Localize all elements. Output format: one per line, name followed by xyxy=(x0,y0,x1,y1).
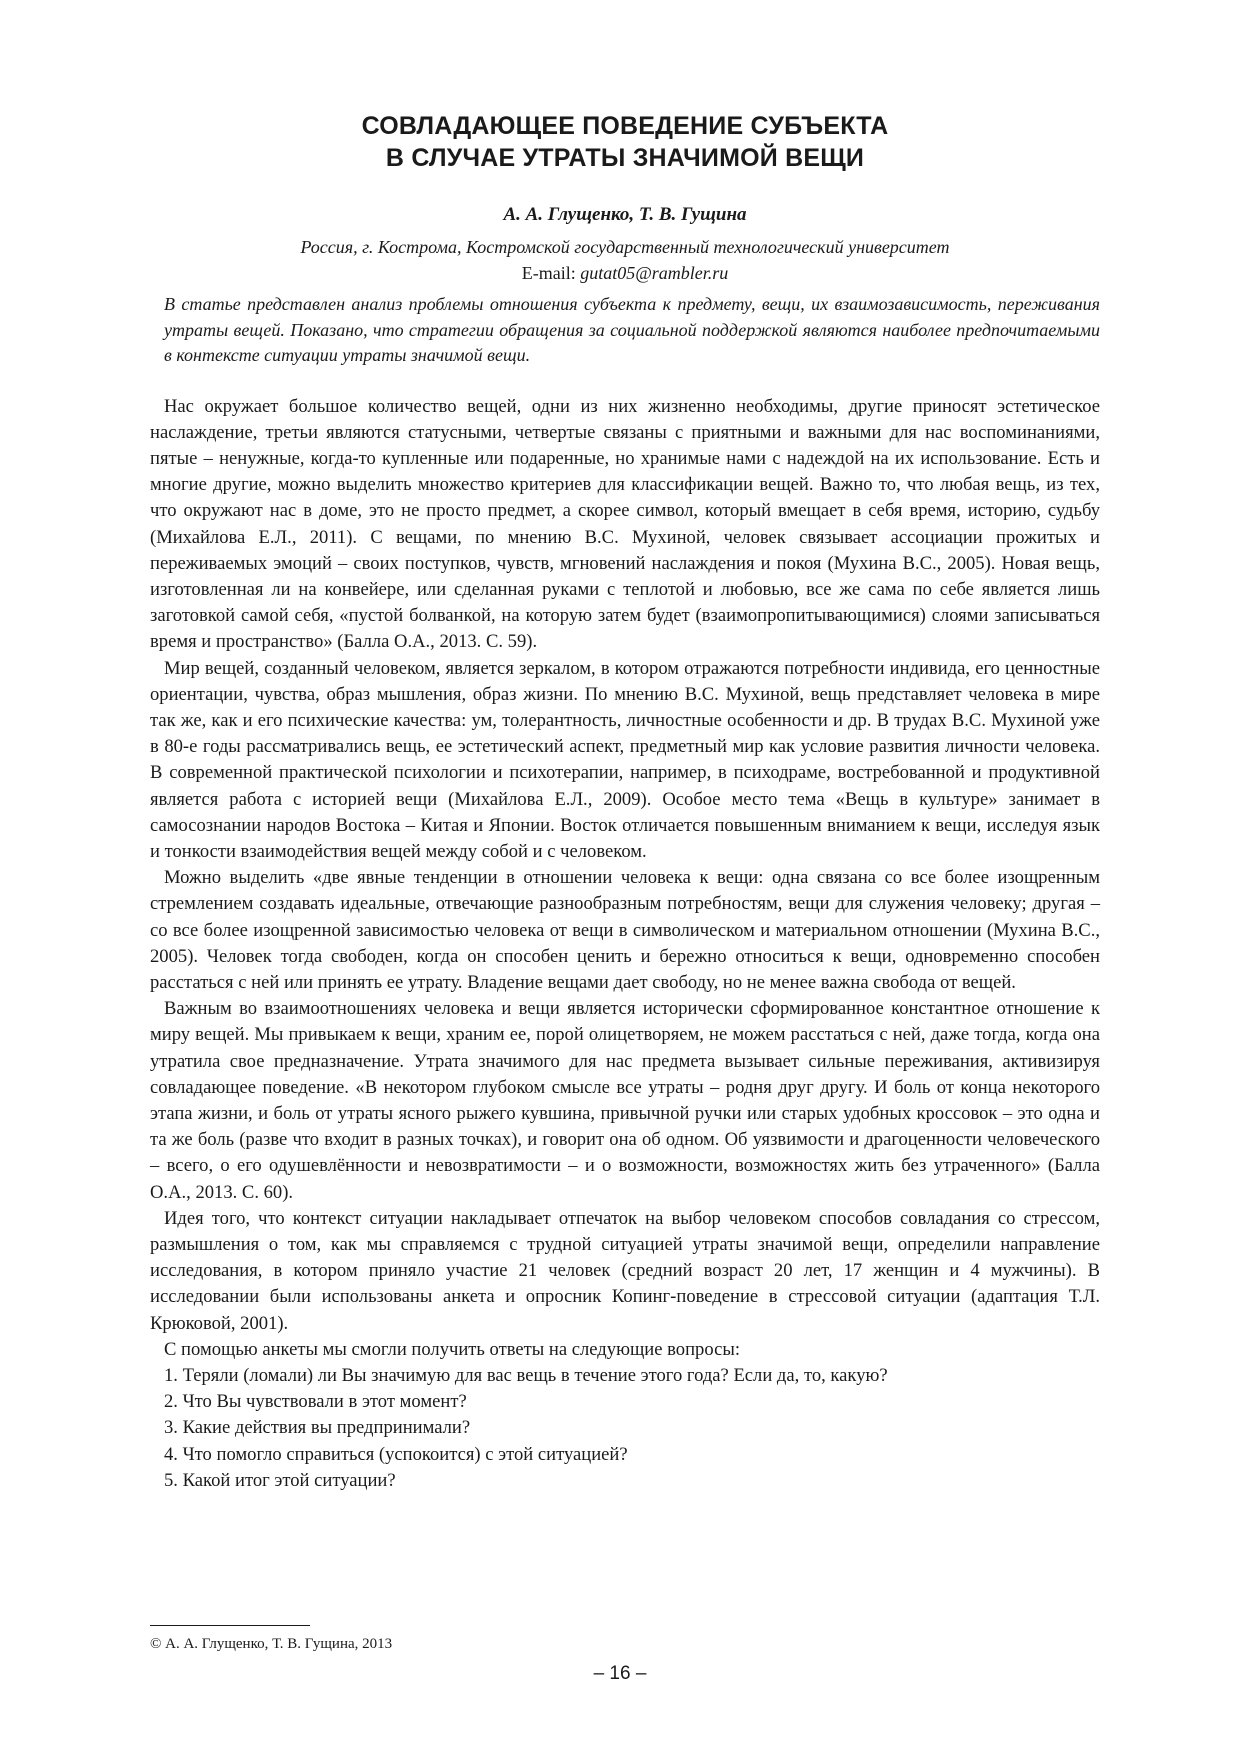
paragraph-1: Нас окружает большое количество вещей, одни из них жизненно необходимы, другие приносят эстетическое наслаждение, третьи являются статусными, четвертые связаны с приятными и важными для нас воспоминаниями, пятые – ненужные, когда-то купленные или подаренные, но хранимые нами с надеждой на их использование. Есть и многие другие, можно выделить множество критериев для классификации вещей. Важно то, что любая вещь, из тех, что окружают нас в доме, это не просто предмет, а скорее символ, который вмещает в себя время, историю, судьбу (Михайлова Е.Л., 2011). С вещами, по мнению В.С. Мухиной, человек связывает ассоциации прожитых и переживаемых эмоций – своих поступков, чувств, мгновений наслаждения и покоя (Мухина В.С., 2005). Новая вещь, изготовленная ли на конвейере, или сделанная руками с теплотой и любовью, все же сама по себе является лишь заготовкой самой себя, «пустой болванкой, на которую затем будет (взаимопропитывающимися) слоями записываться время и пространство» (Балла О.А., 2013. С. 59). xyxy=(150,395,1100,653)
footnote-divider xyxy=(150,1625,310,1626)
abstract-text: В статье представлен анализ проблемы отношения субъекта к предмету, вещи, их взаимозависимость, переживания утраты вещей. Показано, что стратегии обращения за социальной поддержкой являются наиболее предпочитаемыми в контексте ситуации утраты значимой вещи. xyxy=(164,294,1100,365)
title-line-2: В СЛУЧАЕ УТРАТЫ ЗНАЧИМОЙ ВЕЩИ xyxy=(385,144,865,172)
question-item: 2. Что Вы чувствовали в этот момент? xyxy=(164,1391,467,1413)
paragraph-5: Идея того, что контекст ситуации накладывает отпечаток на выбор человеком способов совладания со стрессом, размышления о том, как мы справляемся с трудной ситуацией утраты значимой вещи, определили направление исследования, в котором приняло участие 21 человек (средний возраст 20 лет, 17 женщин и 4 мужчины). В исследовании были использованы анкета и опросник Копинг-поведение в стрессовой ситуации (адаптация Т.Л. Крюковой, 2001). xyxy=(150,1207,1100,1334)
email-line xyxy=(150,260,1100,286)
affiliation: Россия, г. Кострома, Костромской государственный технологический университет xyxy=(300,237,950,257)
email-label: E-mail: xyxy=(521,263,581,283)
copyright-footnote: © А. А. Глущенко, Т. В. Гущина, 2013 xyxy=(150,1636,393,1652)
body-text xyxy=(150,394,1100,1495)
paragraph-3: Можно выделить «две явные тенденции в отношении человека к вещи: одна связана со все более изощренным стремлением создавать идеальные, отвечающие разнообразным потребностям, вещи для служения человеку; другая – со все более изощренной зависимостью человека от вещи в символическом и материальном отношении (Мухина В.С., 2005). Человек тогда свободен, когда он способен ценить и бережно относиться к вещи, одновременно способен расстаться с ней или принять ее утрату. Владение вещами дает свободу, но не менее важна свобода от вещей. xyxy=(150,867,1100,993)
title-line-1: СОВЛАДАЮЩЕЕ ПОВЕДЕНИЕ СУБЪЕКТА xyxy=(361,112,889,140)
question-item: 5. Какой итог этой ситуации? xyxy=(164,1469,396,1491)
paragraph-2: Мир вещей, созданный человеком, является зеркалом, в котором отражаются потребности индивида, его ценностные ориентации, чувства, образ мышления, образ жизни. По мнению В.С. Мухиной, вещь представляет человека в мире так же, как и его психические качества: ум, толерантность, личностные особенности и др. В трудах В.С. Мухиной уже в 80-е годы рассматривались вещь, ее эстетический аспект, предметный мир как условие развития личности человека. В современной практической психологии и психотерапии, например, в психодраме, востребованной и продуктивной является работа с историей вещи (Михайлова Е.Л., 2009). Особое место тема «Вещь в культуре» занимает в самосознании народов Востока – Китая и Японии. Восток отличается повышенным вниманием к вещи, исследуя язык и тонкости взаимодействия вещей между собой и с человеком. xyxy=(150,657,1100,862)
question-item: 3. Какие действия вы предпринимали? xyxy=(164,1417,471,1439)
email-address: gutat05@rambler.ru xyxy=(580,263,729,283)
questions-intro: С помощью анкеты мы смогли получить ответы на следующие вопросы: xyxy=(164,1338,740,1360)
page-number: – 16 – xyxy=(593,1663,647,1684)
article xyxy=(150,110,1100,1494)
question-item: 4. Что помогло справиться (успокоится) с этой ситуацией? xyxy=(164,1443,628,1465)
abstract xyxy=(150,292,1100,369)
question-item: 1. Теряли (ломали) ли Вы значимую для вас вещь в течение этого года? Если да, то, какую? xyxy=(164,1365,888,1387)
authors: А. А. Глущенко, Т. В. Гущина xyxy=(503,204,747,225)
questions-list xyxy=(150,1363,1100,1494)
paragraph-4: Важным во взаимоотношениях человека и вещи является исторически сформированное константное отношение к миру вещей. Мы привыкаем к вещи, храним ее, порой олицетворяем, не можем расстаться с ней, даже тогда, когда она утратила свое предназначение. Утрата значимого для нас предмета вызывает сильные переживания, активизируя совладающее поведение. «В некотором глубоком смысле все утраты – родня друг другу. И боль от конца некоторого этапа жизни, и боль от утраты ясного рыжего кувшина, привычной ручки или старых удобных кроссовок – это одна и та же боль (разве что входит в разных точках), и говорит она об одном. Об уязвимости и драгоценности человеческого – всего, о его одушевлённости и невозвратимости – и о возможности, возможностях жить без утраченного» (Балла О.А., 2013. С. 60). xyxy=(150,998,1100,1203)
article-title xyxy=(150,110,1100,174)
